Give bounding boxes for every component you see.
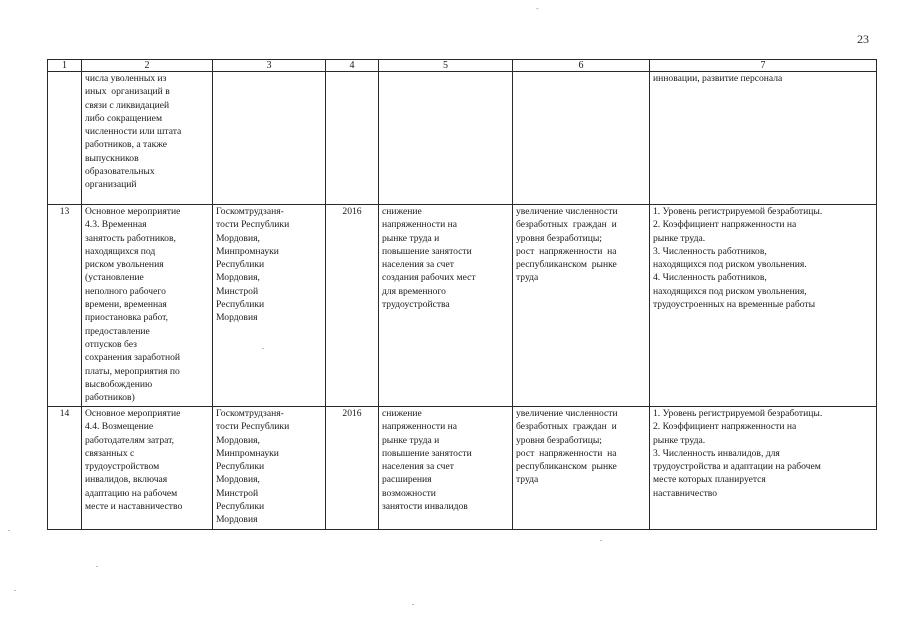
cell-text-line: расширения [382,474,432,486]
header-col-1: 1 [48,60,82,72]
page-number: 23 [857,32,869,46]
scan-speck [412,604,414,605]
cell-text-line: Минпромнауки [216,245,279,257]
cell-text-line: числа уволенных из [85,73,167,84]
cell-text-line: трудоустройства и адаптации на рабочем [653,461,821,473]
content-cell [379,407,513,530]
header-col-4: 4 [326,60,379,72]
cell-text-line: приостановка работ, [85,312,169,324]
cell-text-line: 4.4. Возмещение [85,421,154,433]
content-cell [379,205,513,407]
scan-speck [14,590,16,591]
cell-text-line: рост напряженности на [516,447,617,459]
cell-text-line: платы, мероприятия по [85,365,180,377]
cell-text-line: 3. Численность инвалидов, для [653,447,780,459]
cell-text-line: Госкомтрудзаня- [216,408,284,419]
cell-text-line: организаций [85,179,137,191]
year-cell: 2016 [326,407,379,530]
cell-text-line: создания рабочих мест [382,272,476,284]
header-col-6: 6 [513,60,650,72]
cell-text-line: находящихся под [85,245,156,257]
cell-text-line: трудоустройства [382,299,450,311]
cell-text-line: иных организаций в [85,86,170,98]
cell-text-line: наставничество [653,487,718,499]
executor-cell [213,205,326,407]
cell-text-line: Основное мероприятие [85,206,181,217]
cell-text-line: рынке труда. [653,232,706,244]
cell-text-line: Основное мероприятие [85,408,181,419]
cell-text-line: для временного [382,285,446,297]
cell-text-line: занятости инвалидов [382,501,468,513]
cell-text-line: высвобождению [85,378,153,390]
row-number-cell: 13 [48,205,82,407]
cell-text-line: рост напряженности на [516,245,617,257]
cell-text-line: 4. Численность работников, [653,272,767,284]
cell-text-line: выпускников [85,152,139,164]
cell-text-line: Мордовия, [216,474,260,486]
cell-text-line: времени, временная [85,299,167,311]
cell-text-line: связи с ликвидацией [85,99,170,111]
cell-text-line: трудоустройством [85,461,160,473]
page-top-mark: - [536,4,539,13]
cell-text-line: Мордовия [216,514,258,526]
result-cell [513,205,650,407]
header-col-2: 2 [82,60,213,72]
cell-text-line: риском увольнения [85,259,164,271]
cell-text-line: Минстрой [216,487,259,499]
cell-text-line: работодателям затрат, [85,434,174,446]
cell-text-line: напряженности на [382,219,458,231]
cell-text-line: сохранения заработной [85,352,181,364]
cell-text-line: 4.3. Временная [85,219,147,231]
cell-text-line: работников, а также [85,139,168,151]
result-cell [513,407,650,530]
indicators-cell [650,205,877,407]
executor-cell [213,72,326,205]
cell-text-line: Мордовия, [216,232,260,244]
cell-text-line: повышение занятости [382,447,472,459]
cell-text-line: связанных с [85,447,135,459]
cell-text-line: труда [516,474,539,486]
cell-text-line: 2. Коэффициент напряженности на [653,421,797,433]
executor-cell [213,407,326,530]
cell-text-line: 1. Уровень регистрируемой безработицы. [653,206,823,217]
result-cell [513,72,650,205]
row-number-cell: 14 [48,407,82,530]
cell-text-line: тости Республики [216,219,290,231]
header-col-7: 7 [650,60,877,72]
header-col-5: 5 [379,60,513,72]
cell-text-line: Минпромнауки [216,447,279,459]
scan-speck [8,530,10,531]
cell-text-line: 2. Коэффициент напряженности на [653,219,797,231]
scan-speck [600,540,602,541]
year-cell [326,72,379,205]
cell-text-line: рынке труда и [382,434,440,446]
program-table [47,59,877,530]
table-row [48,205,877,407]
cell-text-line: населения за счет [382,461,454,473]
cell-text-line: повышение занятости [382,245,472,257]
cell-text-line: Мордовия [216,312,258,324]
cell-text-line: месте которых планируется [653,474,766,486]
event-cell [82,72,213,205]
cell-text-line: работников) [85,392,135,404]
cell-text-line: тости Республики [216,421,290,433]
scan-speck [262,348,264,349]
cell-text-line: численности или штата [85,126,182,138]
cell-text-line: снижение [382,206,422,217]
cell-text-line: инвалидов, включая [85,474,168,486]
cell-text-line: возможности [382,487,436,499]
cell-text-line: безработных граждан и [516,421,617,433]
cell-text-line: напряженности на [382,421,458,433]
cell-text-line: населения за счет [382,259,454,271]
table-row [48,407,877,530]
cell-text-line: отпусков без [85,338,137,350]
cell-text-line: находящихся под риском увольнения, [653,285,807,297]
cell-text-line: образовательных [85,166,155,178]
cell-text-line: Республики [216,501,265,513]
cell-text-line: занятость работников, [85,232,176,244]
cell-text-line: труда [516,272,539,284]
header-row [48,60,877,72]
indicators-cell [650,407,877,530]
cell-text-line: 1. Уровень регистрируемой безработицы. [653,408,823,419]
event-cell [82,407,213,530]
cell-text-line: уровня безработицы; [516,434,602,446]
cell-text-line: Республики [216,299,265,311]
cell-text-line: неполного рабочего [85,285,166,297]
content-cell [379,72,513,205]
cell-text-line: снижение [382,408,422,419]
table-row [48,72,877,205]
cell-text-line: республиканском рынке [516,259,617,271]
event-cell [82,205,213,407]
cell-text-line: рынке труда и [382,232,440,244]
cell-text-line: находящихся под риском увольнения. [653,259,807,271]
cell-text-line: трудоустроенных на временные работы [653,299,816,311]
cell-text-line: Республики [216,259,265,271]
cell-text-line: адаптацию на рабочем [85,487,178,499]
cell-text-line: Госкомтрудзаня- [216,206,284,217]
cell-text-line: Республики [216,461,265,473]
cell-text-line: либо сокращением [85,112,163,124]
cell-text-line: 3. Численность работников, [653,245,767,257]
cell-text-line: безработных граждан и [516,219,617,231]
cell-text-line: увеличение численности [516,206,618,217]
cell-text-line: Минстрой [216,285,259,297]
cell-text-line: инновации, развитие персонала [653,73,783,84]
cell-text-line: Мордовия, [216,434,260,446]
cell-text-line: (установление [85,272,144,284]
indicators-cell [650,72,877,205]
cell-text-line: месте и наставничество [85,501,183,513]
header-col-3: 3 [213,60,326,72]
cell-text-line: уровня безработицы; [516,232,602,244]
row-number-cell [48,72,82,205]
scan-speck [96,566,98,567]
cell-text-line: Мордовия, [216,272,260,284]
cell-text-line: республиканском рынке [516,461,617,473]
cell-text-line: предоставление [85,325,150,337]
year-cell: 2016 [326,205,379,407]
cell-text-line: рынке труда. [653,434,706,446]
cell-text-line: увеличение численности [516,408,618,419]
